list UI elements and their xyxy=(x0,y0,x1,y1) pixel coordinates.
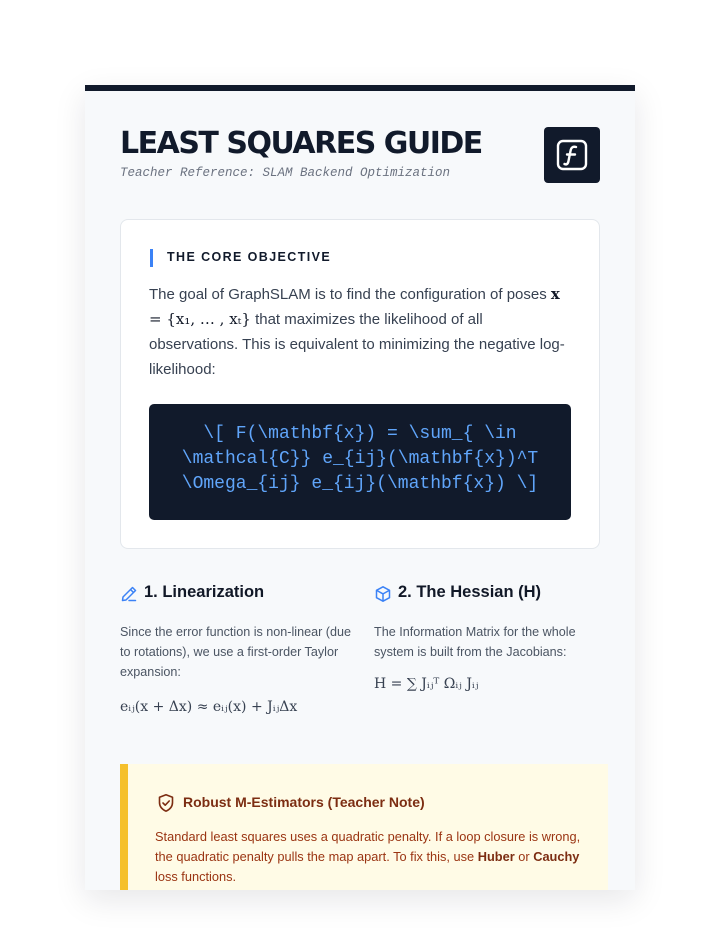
core-objective-text xyxy=(149,282,573,382)
formula-code-text: \[ F(\mathbf{x}) = \sum_{ \in \mathcal{C}} e_{ij}(\mathbf{x})^T \Omega_{ij} e_{ij}(\mathbf{x}) \] xyxy=(181,424,539,494)
linearization-title: 1. Linearization xyxy=(144,583,265,601)
heading-accent-bar xyxy=(150,249,153,267)
teacher-note-text xyxy=(155,827,585,887)
logo-badge xyxy=(544,127,600,183)
core-objective-card xyxy=(120,219,600,549)
hessian-text: The Information Matrix for the whole system is built from the Jacobians: xyxy=(374,625,576,659)
cauchy-term: Cauchy xyxy=(533,849,580,864)
page-subtitle: Teacher Reference: SLAM Backend Optimization xyxy=(120,166,451,180)
hessian-equation: H = ∑ Jᵢⱼᵀ Ωᵢⱼ Jᵢⱼ xyxy=(374,676,479,692)
top-accent-bar xyxy=(85,85,635,91)
page-title: LEAST SQUARES GUIDE xyxy=(120,126,482,161)
note-text-part-2: or xyxy=(514,849,534,864)
teacher-note-title: Robust M-Estimators (Teacher Note) xyxy=(183,794,425,810)
linearization-section xyxy=(120,583,360,715)
hessian-section xyxy=(374,583,614,692)
linearization-equation: eᵢⱼ(x + Δx) ≈ eᵢⱼ(x) + JᵢⱼΔx xyxy=(120,699,298,715)
hessian-title: 2. The Hessian (H) xyxy=(398,583,542,601)
linearization-text: Since the error function is non-linear (due to rotations), we use a first-order Taylor expansion: xyxy=(120,625,352,679)
guide-page xyxy=(85,85,635,890)
formula-code-block xyxy=(149,404,571,520)
objective-text-part-2: that maximizes the likelihood of all observations. This is equivalent to minimizing the negative log-likelihood: xyxy=(149,311,565,378)
huber-term: Huber xyxy=(477,849,515,864)
note-text-part-1: Standard least squares uses a quadratic penalty. If a loop closure is wrong, the quadratic penalty pulls the map apart. To fix this, use xyxy=(155,829,581,864)
math-pose-set: = {x₁, … , xₜ} xyxy=(149,310,251,328)
core-objective-heading: THE CORE OBJECTIVE xyxy=(167,250,332,264)
shield-check-icon xyxy=(156,793,176,818)
pencil-icon xyxy=(120,585,138,608)
math-pose-x: x xyxy=(550,285,560,303)
cube-icon xyxy=(374,585,392,608)
teacher-note-callout xyxy=(120,764,608,890)
objective-text-part-1: The goal of GraphSLAM is to find the configuration of poses xyxy=(149,286,551,303)
note-text-part-3: loss functions. xyxy=(155,869,237,884)
